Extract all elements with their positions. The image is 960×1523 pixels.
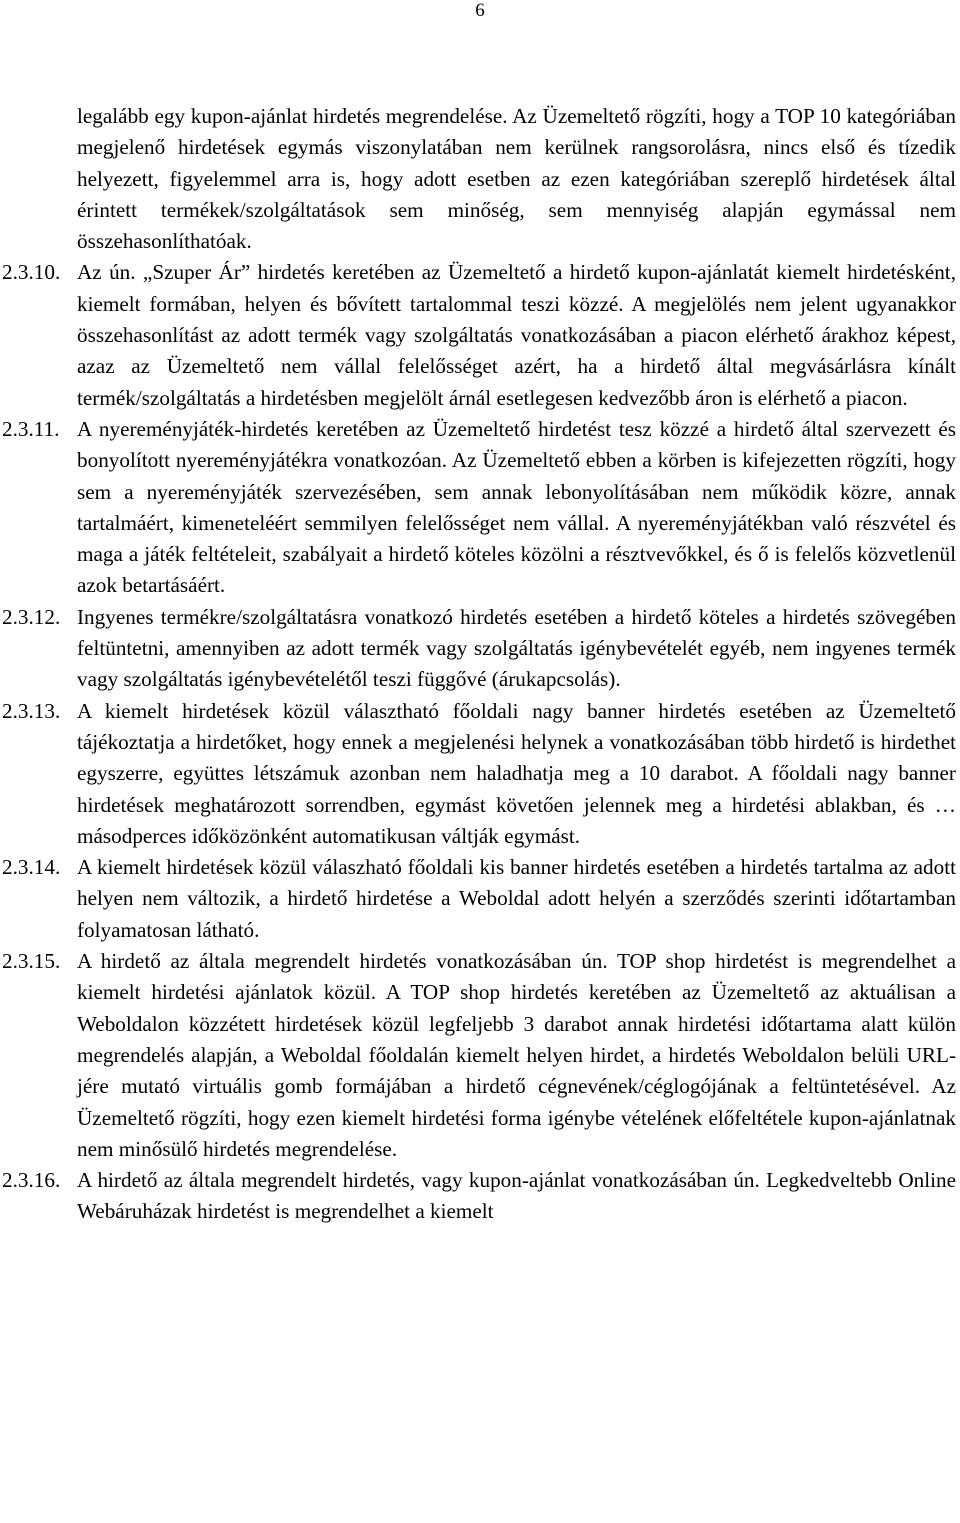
section-number: 2.3.10. (2, 260, 61, 285)
section-text: A nyereményjáték-hirdetés keretében az Üzemeltető hirdetést tesz közzé a hirdető által szervezett és bonyolított nyereményjátékra vonatkozóan. Az Üzemeltető ebben a körben is kifejezetten rögzíti, hogy sem a nyereményjáték szervezésében, sem annak lebonyolításában nem működik közre, annak tartalmáért, kimeneteléért semmilyen felelősséget nem vállal. A nyereményjátékban való részvétel és maga a játék feltételeit, szabályait a hirdető köteles közölni a résztvevőkkel, és ő is felelős közvetlenül azok betartásáért. (77, 416, 956, 598)
section-2-3-13 (2, 696, 956, 852)
section-text: A kiemelt hirdetések közül válaszható főoldali kis banner hirdetés esetében a hirdetés tartalma az adott helyen nem változik, a hirdető hirdetése a Weboldal adott helyén a szerződés szerinti időtartamban folyamatosan látható. (77, 855, 956, 942)
intro-paragraph: legalább egy kupon-ajánlat hirdetés megrendelése. Az Üzemeltető rögzíti, hogy a TOP 10 kategóriában megjelenő hirdetések egymás viszonylatában nem kerülnek rangsorolásra, nincs első és tízedik helyezett, figyelemmel arra is, hogy adott esetben az ezen kategóriában szereplő hirdetések által érintett termékek/szolgáltatások sem minőség, sem mennyiség alapján egymással nem összehasonlíthatóak. (77, 104, 956, 254)
section-2-3-11 (2, 414, 956, 602)
section-number: 2.3.13. (2, 698, 61, 723)
section-text: Ingyenes termékre/szolgáltatásra vonatkozó hirdetés esetében a hirdető köteles a hirdetés szövegében feltüntetni, amennyiben az adott termék vagy szolgáltatás igénybevételét egyéb, nem ingyenes termék vagy szolgáltatás igénybevételétől teszi függővé (árukapcsolás). (77, 604, 956, 692)
section-text: Az ún. „Szuper Ár” hirdetés keretében az Üzemeltető a hirdető kupon-ajánlatát kiemelt hirdetésként, kiemelt formában, helyen és bővített tartalommal teszi közzé. A megjelölés nem jelent ugyanakkor összehasonlítást az adott termék vagy szolgáltatás vonatkozásában a piacon elérhető árakhoz képest, azaz az Üzemeltető nem vállal felelősséget azért, ha a hirdető által megvásárlásra kínált termék/szolgáltatás a hirdetésben megjelölt árnál esetlegesen kedvezőbb áron is elérhető a piacon. (77, 260, 956, 410)
section-text: A kiemelt hirdetések közül választható főoldali nagy banner hirdetés esetében az Üzemeltető tájékoztatja a hirdetőket, hogy ennek a megjelenési helynek a vonatkozásában több hirdető is hirdethet egyszerre, együttes létszámuk azonban nem haladhatja meg a 10 darabot. A főoldali nagy banner hirdetések meghatározott sorrendben, egymást követően jelennek meg a hirdetési ablakban, és … másodperces időközönként automatikusan váltják egymást. (77, 698, 956, 848)
section-2-3-16 (2, 1165, 956, 1228)
section-number: 2.3.15. (2, 949, 61, 974)
document-body (0, 101, 960, 1228)
section-number: 2.3.11. (2, 416, 60, 441)
section-text: A hirdető az általa megrendelt hirdetés, vagy kupon-ajánlat vonatkozásában ún. Legkedveltebb Online Webáruházak hirdetést is megrendelhet a kiemelt (77, 1168, 956, 1224)
page-number: 6 (475, 0, 485, 21)
section-number: 2.3.16. (2, 1168, 61, 1193)
section-2-3-12 (2, 602, 956, 696)
section-number: 2.3.14. (2, 855, 61, 880)
section-text: A hirdető az általa megrendelt hirdetés vonatkozásában ún. TOP shop hirdetést is megrendelhet a kiemelt hirdetési ajánlatok közül. A TOP shop hirdetés keretében az Üzemeltető az aktuálisan a Weboldalon közzétett hirdetések közül legfeljebb 3 darabot annak hirdetési időtartama alatt külön megrendelés alapján, a Weboldal főoldalán kiemelt helyen hirdet, a hirdetés Weboldalon belüli URL-jére mutató virtuális gomb formájában a hirdető cégnevének/céglogójának a feltüntetésével. Az Üzemeltető rögzíti, hogy ezen kiemelt hirdetési forma igénybe vételének előfeltétele kupon-ajánlatnak nem minősülő hirdetés megrendelése. (77, 949, 956, 1161)
section-2-3-10 (2, 257, 956, 413)
section-2-3-15 (2, 946, 956, 1165)
section-number: 2.3.12. (2, 604, 61, 629)
section-2-3-14 (2, 852, 956, 946)
